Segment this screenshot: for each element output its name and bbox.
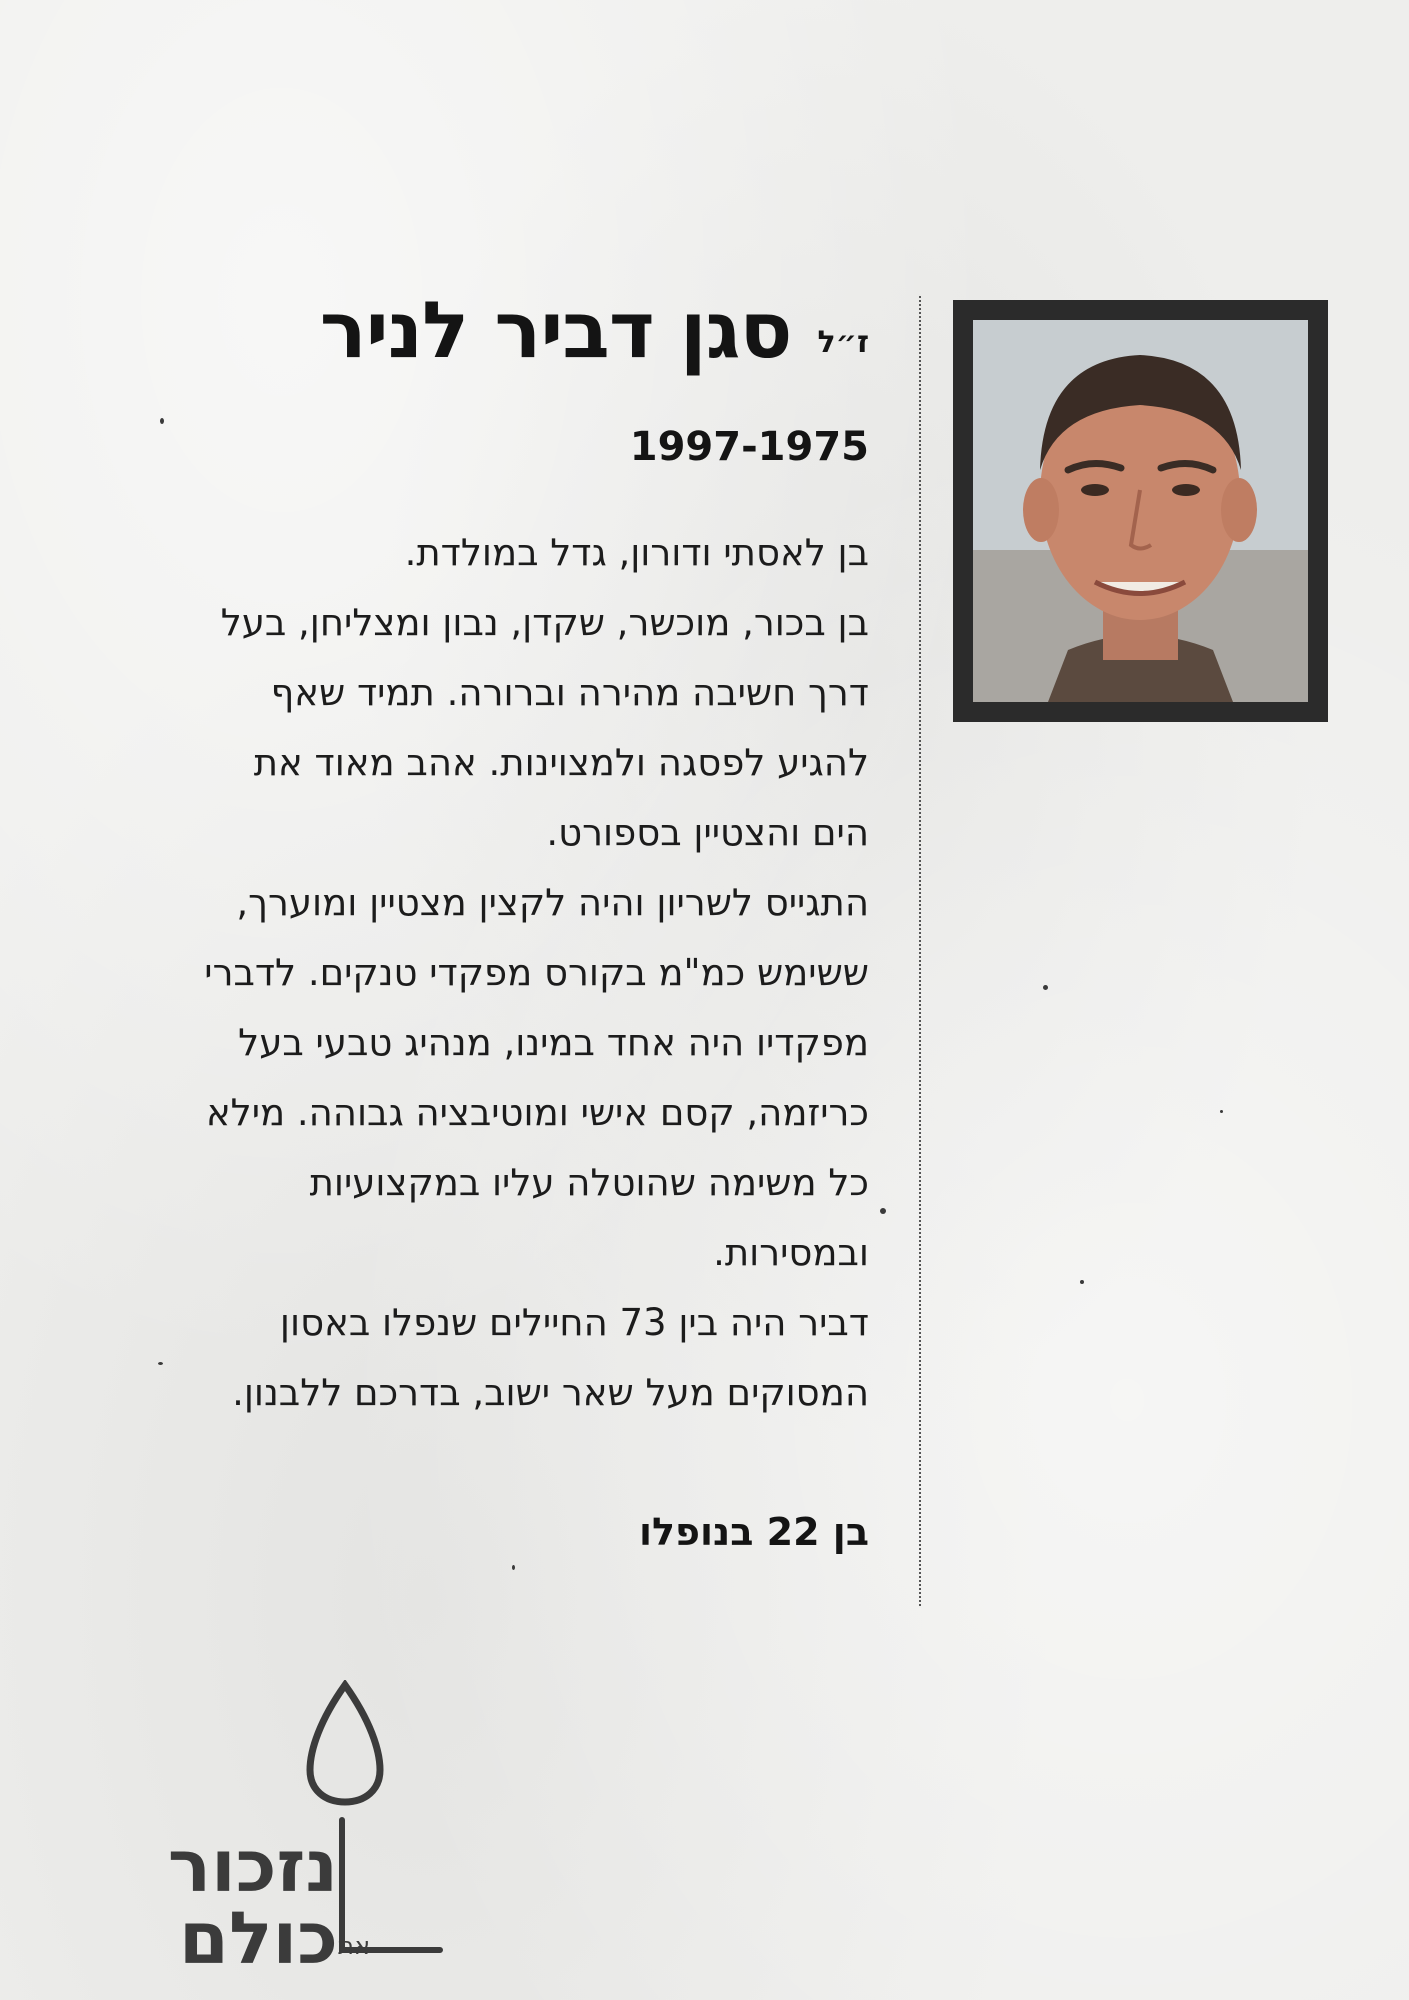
bio-line: התגייס לשריון והיה לקצין מצטיין ומוערך, [236,881,869,924]
paper-speck [1043,985,1048,990]
logo-word-all: כולם [178,1896,338,1980]
biography [129,518,869,1428]
honorific: ז״ל [817,325,869,360]
bio-line: כל משימה שהוטלה עליו במקצועיות [309,1161,869,1204]
paper-speck [1080,1280,1084,1284]
age-at-death: בן 22 בנופלו [638,1510,869,1554]
paper-speck [512,1565,515,1570]
bio-line: ובמסירות. [713,1231,869,1274]
portrait-frame [953,300,1328,722]
remember-them-all-logo [110,1680,450,1980]
logo-word-remember: נזכור [167,1824,338,1908]
bio-line: כריזמה, קסם אישי ומוטיבציה גבוהה. מילא [205,1091,869,1134]
bio-line: בן לאסתי ודורון, גדל במולדת. [404,531,869,574]
portrait-photo [973,320,1308,702]
bio-line: דרך חשיבה מהירה וברורה. תמיד שאף [270,671,869,714]
portrait-illustration [973,320,1308,702]
bio-line: ששימש כמ"מ בקורס מפקדי טנקים. לדברי [204,951,869,994]
bio-line: להגיע לפסגה ולמצוינות. אהב מאוד את [253,741,869,784]
title-row [319,286,869,376]
bio-line: בן בכור, מוכשר, שקדן, נבון ומצליחן, בעל [220,601,869,644]
bio-line: המסוקים מעל שאר ישוב, בדרכם ללבנון. [232,1371,869,1414]
bio-line: מפקדיו היה אחד במינו, מנהיג טבעי בעל [238,1021,869,1064]
dotted-divider [919,296,921,1606]
bio-line: הים והצטיין בספורט. [546,811,869,854]
paper-speck [1220,1110,1223,1113]
paper-speck [160,418,164,424]
bio-line: דביר היה בין 73 החיילים שנפלו באסון [279,1301,869,1344]
logo-word-et: את [338,1932,370,1960]
memorial-name: סגן דביר לניר [319,286,792,376]
life-years: 1997-1975 [629,424,869,470]
paper-speck [880,1208,886,1214]
